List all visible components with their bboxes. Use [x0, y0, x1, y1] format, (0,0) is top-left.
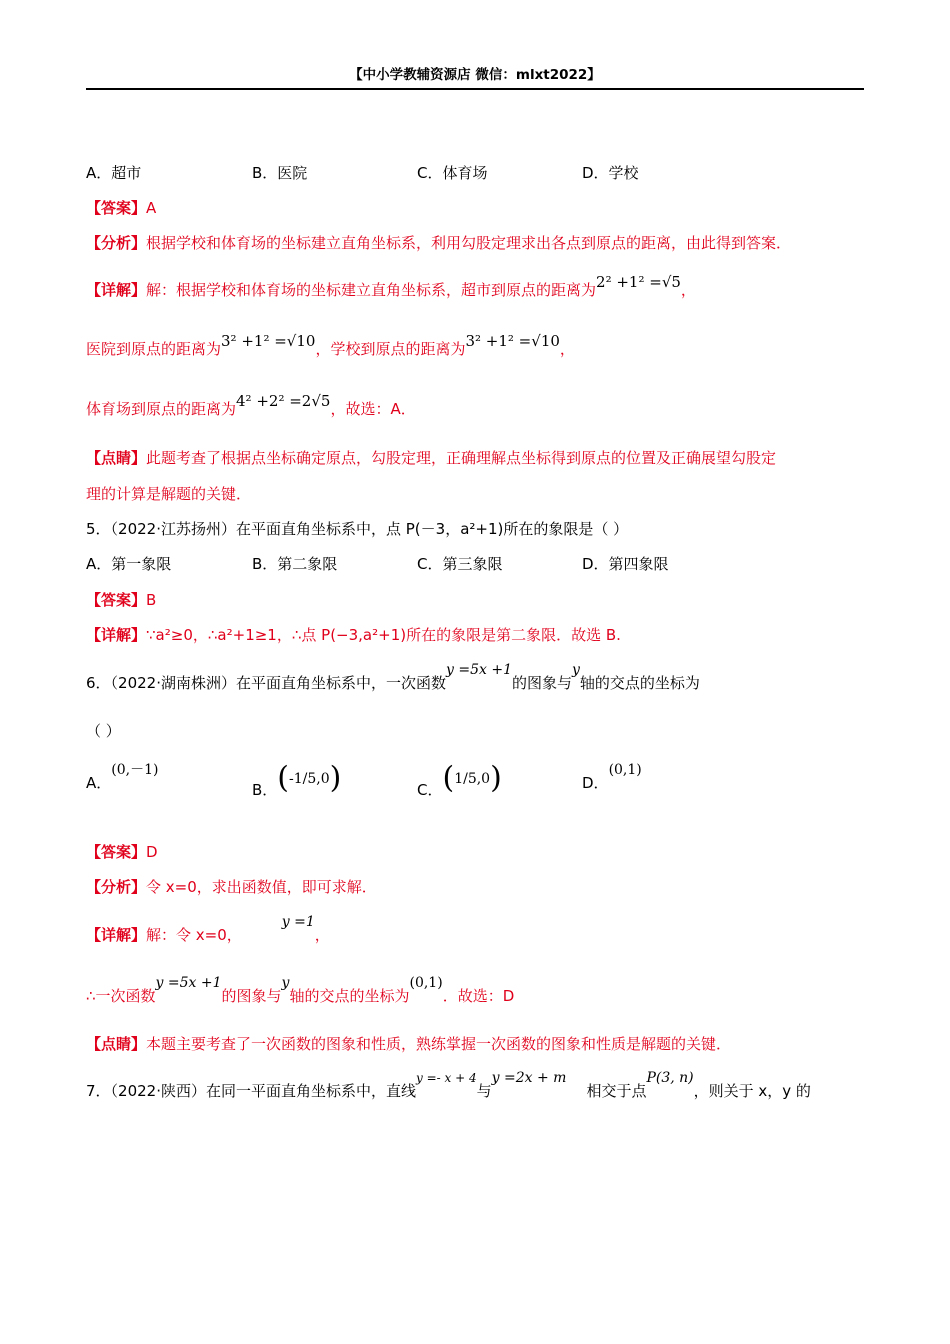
math-point-p: P(3, n) [646, 1070, 694, 1086]
q6-stem-3: 轴的交点的坐标为 [579, 674, 700, 692]
q6-option-c: C．(1/5,0) [417, 760, 502, 799]
q7-stem-3: 相交于点 [586, 1082, 647, 1100]
answer-tag: 【答案】 [86, 591, 147, 609]
detail-text-2a: ∴一次函数 [86, 987, 156, 1005]
detail-text-2b: 的图象与 [221, 987, 282, 1005]
detail-tag: 【详解】 [86, 626, 147, 644]
q6-stem-1: 6．（2022·湖南株洲）在平面直角坐标系中，一次函数 [86, 674, 446, 692]
math-linear-function: y =5x +1 [446, 662, 512, 678]
answer-tag: 【答案】 [86, 199, 147, 217]
q7-stem [86, 1070, 811, 1103]
q6-detail-line-2 [86, 975, 515, 1008]
detail-text-1: 解：根据学校和体育场的坐标建立直角坐标系，超市到原点的距离为 [146, 281, 597, 299]
detail-text-2c: 轴的交点的坐标为 [289, 987, 410, 1005]
q5-option-d: D．第四象限 [582, 555, 669, 573]
math-linear-function: y =5x +1 [155, 975, 222, 991]
q4-detail-line-3 [86, 392, 416, 420]
detail-text-2: 医院到原点的距离为 [86, 340, 222, 358]
q5-answer [86, 589, 156, 611]
q4-detail-line-2: 医院到原点的距离为3² +1² =√10，学校到原点的距离为3² +1² =√10， [86, 332, 575, 358]
comment-text: 本题主要考查了一次函数的图象和性质，熟练掌握一次函数的图象和性质是解题的关键． [146, 1035, 732, 1053]
detail-text-5: ，故选：A． [330, 400, 416, 418]
detail-text-4: 体育场到原点的距离为 [86, 400, 237, 418]
q7-stem-2: 与 [476, 1082, 492, 1100]
option-d: D．学校 [582, 164, 639, 182]
answer-value: D [146, 843, 158, 861]
q4-analysis [86, 232, 791, 254]
q6-option-a-value: (0,－1) [111, 762, 159, 778]
q6-option-d-value: (0,1) [608, 762, 642, 778]
page-header: 【中小学教辅资源店 微信：mlxt2022】 [86, 64, 864, 90]
q5-option-c: C．第三象限 [417, 555, 503, 573]
math-distance-stadium: 4² +2² =2√5 [236, 392, 331, 410]
q6-detail-line-1: 【详解】解：令 x=0，y =1， [86, 914, 330, 944]
q4-answer [86, 197, 156, 219]
analysis-tag: 【分析】 [86, 878, 147, 896]
q7-stem-4: ，则关于 x，y 的 [693, 1082, 811, 1100]
q6-stem-paren: （ ） [86, 722, 121, 740]
q6-option-b: B．(-1/5,0) [252, 760, 342, 799]
q6-option-c-value: 1/5,0 [454, 771, 491, 787]
math-y-axis: y [281, 975, 290, 991]
math-y-equals-1: y =1 [281, 914, 315, 930]
math-distance-market: 2² +1² =√5 [596, 273, 681, 291]
analysis-text: 根据学校和体育场的坐标建立直角坐标系，利用勾股定理求出各点到原点的距离，由此得到答案． [146, 234, 792, 252]
q4-comment-line-1 [86, 447, 776, 469]
math-distance-hospital: 3² +1² =√10 [221, 332, 316, 350]
answer-value: B [146, 591, 157, 609]
q6-answer [86, 841, 158, 863]
analysis-tag: 【分析】 [86, 234, 147, 252]
q5-option-b: B．第二象限 [252, 555, 338, 573]
detail-text: ∵a²≥0，∴a²+1≥1，∴点 P(−3,a²+1)所在的象限是第二象限．故选 B. [146, 626, 621, 644]
q4-comment-line-2: 理的计算是解题的关键． [86, 485, 252, 503]
math-distance-school: 3² +1² =√10 [465, 332, 560, 350]
q6-option-b-value: -1/5,0 [289, 771, 330, 787]
detail-tag: 【详解】 [86, 926, 147, 944]
q7-stem-1: 7．（2022·陕西）在同一平面直角坐标系中，直线 [86, 1082, 416, 1100]
q5-option-a: A．第一象限 [86, 555, 172, 573]
detail-tag: 【详解】 [86, 281, 147, 299]
detail-text-3: ，学校到原点的距离为 [315, 340, 466, 358]
math-line-2: y =2x + m [491, 1070, 567, 1086]
q6-analysis [86, 876, 377, 898]
option-c: C．体育场 [417, 164, 488, 182]
option-a: A．超市 [86, 164, 142, 182]
comment-tag: 【点睛】 [86, 1035, 147, 1053]
answer-tag: 【答案】 [86, 843, 147, 861]
q5-stem: 5．（2022·江苏扬州）在平面直角坐标系中，点 P(－3，a²+1)所在的象限是（ ） [86, 520, 629, 538]
math-intersection-point: (0,1) [409, 975, 443, 991]
detail-text-1: 解：令 x=0， [146, 926, 242, 944]
analysis-text: 令 x=0，求出函数值，即可求解． [146, 878, 377, 896]
math-y-axis: y [572, 662, 580, 678]
answer-value: A [146, 199, 157, 217]
q6-stem-2: 的图象与 [511, 674, 572, 692]
q6-option-a: A．(0,－1) [86, 762, 159, 792]
q6-option-d: D．(0,1) [582, 762, 642, 792]
detail-text-2d: ．故选：D [442, 987, 515, 1005]
comment-tag: 【点睛】 [86, 449, 147, 467]
comment-text-1: 此题考查了根据点坐标确定原点，勾股定理，正确理解点坐标得到原点的位置及正确展望勾股定 [146, 449, 777, 467]
q5-detail [86, 624, 621, 646]
option-b: B．医院 [252, 164, 308, 182]
math-line-1: y =- x + 4 [416, 1071, 477, 1085]
q6-stem [86, 662, 700, 695]
q4-detail-line-1: 【详解】解：根据学校和体育场的坐标建立直角坐标系，超市到原点的距离为2² +1² =√5， [86, 273, 696, 299]
q6-comment [86, 1033, 731, 1055]
